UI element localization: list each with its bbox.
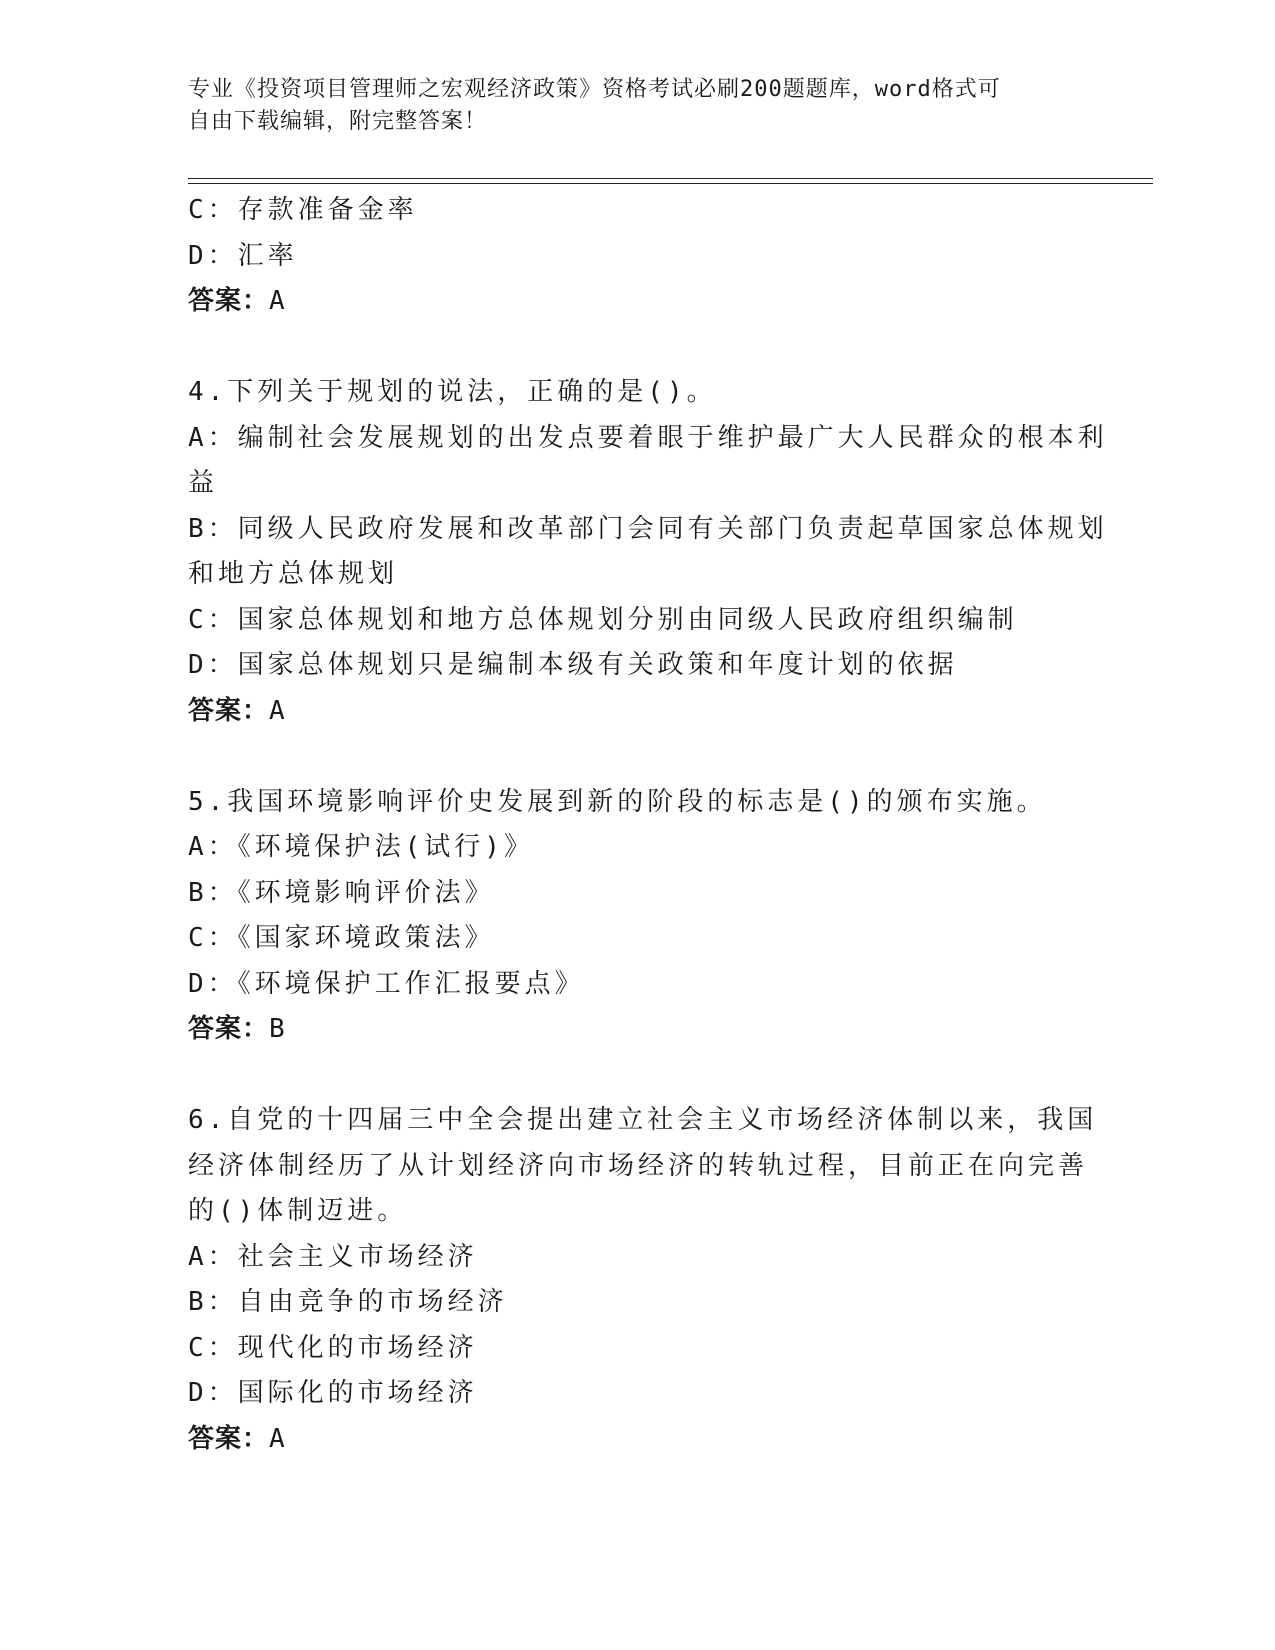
option-b: B：自由竞争的市场经济 [188, 1287, 508, 1317]
question-3-tail [188, 188, 1088, 325]
answer-label: 答案： [188, 286, 270, 316]
option-d: D：国际化的市场经济 [188, 1378, 478, 1408]
option-b: B：《环境影响评价法》 [188, 877, 495, 908]
option-a: A：社会主义市场经济 [188, 1241, 478, 1272]
question-stem: 5.我国环境影响评价史发展到新的阶段的标志是()的颁布实施。 [188, 786, 1047, 817]
option-b-continued: 和地方总体规划 [188, 559, 399, 589]
document-header [188, 74, 1088, 138]
answer-line [188, 279, 1088, 325]
question-stem: 6.自党的十四届三中全会提出建立社会主义市场经济体制以来，我国 [188, 1105, 1098, 1135]
answer-line [188, 1007, 1088, 1053]
answer-value: A [269, 286, 287, 316]
answer-value: A [269, 1423, 287, 1454]
option-c: C：存款准备金率 [188, 195, 418, 225]
answer-value: A [269, 695, 287, 726]
option-c: C：现代化的市场经济 [188, 1332, 478, 1363]
spacer [188, 325, 1088, 371]
question-4 [188, 370, 1108, 734]
option-c: C：《国家环境政策法》 [188, 923, 495, 953]
header-line-2: 自由下载编辑，附完整答案！ [188, 109, 488, 134]
option-d: D：汇率 [188, 240, 298, 271]
option-a: A：《环境保护法(试行)》 [188, 832, 534, 862]
option-b: B：同级人民政府发展和改革部门会同有关部门负责起草国家总体规划 [188, 513, 1108, 544]
answer-label: 答案： [188, 1014, 270, 1044]
question-list [188, 188, 1108, 1462]
option-a-continued: 益 [188, 468, 219, 498]
answer-label: 答案： [188, 695, 270, 726]
answer-line [188, 1417, 1088, 1463]
answer-label: 答案： [188, 1423, 270, 1454]
question-stem: 4.下列关于规划的说法，正确的是()。 [188, 377, 717, 407]
header-line-1: 专业《投资项目管理师之宏观经济政策》资格考试必刷200题题库，word格式可 [188, 77, 1001, 102]
spacer [188, 1053, 1088, 1099]
answer-line [188, 689, 1088, 735]
option-d: D：国家总体规划只是编制本级有关政策和年度计划的依据 [188, 650, 958, 680]
spacer [188, 734, 1088, 780]
answer-value: B [269, 1014, 287, 1044]
option-a: A：编制社会发展规划的出发点要着眼于维护最广大人民群众的根本利 [188, 422, 1108, 453]
option-c: C：国家总体规划和地方总体规划分别由同级人民政府组织编制 [188, 604, 1018, 635]
question-stem-continued: 经济体制经历了从计划经济向市场经济的转轨过程，目前正在向完善 [188, 1150, 1089, 1181]
question-stem-continued: 的()体制迈进。 [188, 1196, 408, 1226]
header-double-rule [188, 178, 1153, 184]
question-6 [188, 1098, 1098, 1462]
question-5 [188, 780, 1088, 1053]
option-d: D：《环境保护工作汇报要点》 [188, 968, 585, 999]
